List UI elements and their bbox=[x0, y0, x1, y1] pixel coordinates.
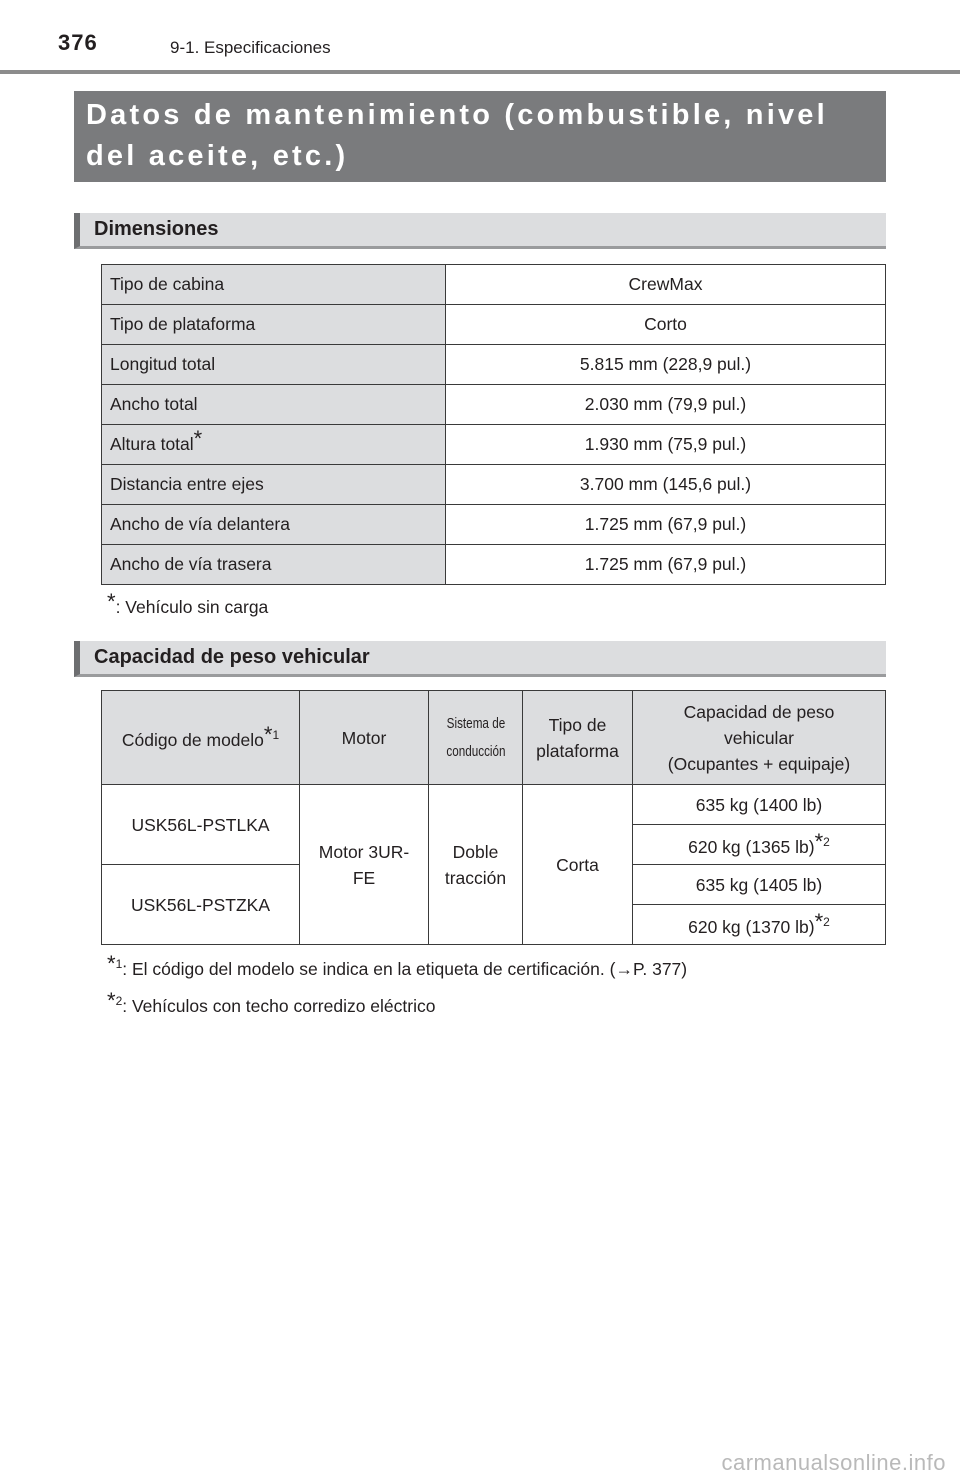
table-cell-value: Corto bbox=[446, 305, 886, 345]
capacity-table bbox=[101, 690, 886, 945]
column-header-model bbox=[102, 691, 300, 785]
capacity-header-line-3: (Ocupantes + equipaje) bbox=[667, 753, 851, 774]
footnote-number: 2 bbox=[115, 994, 123, 1008]
platform-header-line-1: Tipo de bbox=[548, 714, 607, 735]
page-number: 376 bbox=[58, 30, 98, 55]
capacity-cell bbox=[633, 905, 886, 945]
capacity-footnote-2 bbox=[107, 988, 436, 1017]
capacity-header-line-2: vehicular bbox=[723, 727, 795, 748]
page-title bbox=[74, 91, 886, 182]
capacity-cell bbox=[633, 825, 886, 865]
capacity-heading: Capacidad de peso vehicular bbox=[74, 641, 886, 677]
capacity-value: 620 kg (1365 lb) bbox=[688, 837, 815, 857]
table-cell-label: Distancia entre ejes bbox=[102, 465, 446, 505]
height-label: Altura total bbox=[110, 434, 194, 454]
drive-header-line-1: Sistema de bbox=[446, 714, 505, 732]
table-row bbox=[102, 785, 886, 825]
table-row bbox=[102, 425, 886, 465]
table-cell-value: 2.030 mm (79,9 pul.) bbox=[446, 385, 886, 425]
platform-cell: Corta bbox=[523, 785, 633, 945]
capacity-value: 620 kg (1370 lb) bbox=[688, 917, 815, 937]
table-cell-label: Ancho de vía delantera bbox=[102, 505, 446, 545]
table-cell-label: Ancho total bbox=[102, 385, 446, 425]
table-cell-label bbox=[102, 425, 446, 465]
footnote-number: 1 bbox=[115, 957, 123, 971]
footnote-text: : El código del modelo se indica en la etiqueta de certificación. (→P. 377) bbox=[122, 959, 688, 979]
dimensions-table bbox=[101, 264, 886, 585]
table-cell-value: 1.725 mm (67,9 pul.) bbox=[446, 545, 886, 585]
table-cell-value: 5.815 mm (228,9 pul.) bbox=[446, 345, 886, 385]
footnote-number: 2 bbox=[823, 915, 830, 929]
table-cell-value: 1.725 mm (67,9 pul.) bbox=[446, 505, 886, 545]
table-cell-value: 3.700 mm (145,6 pul.) bbox=[446, 465, 886, 505]
footnote-asterisk: * bbox=[814, 829, 824, 854]
footnote-number: 1 bbox=[272, 728, 280, 742]
column-header-label bbox=[446, 710, 505, 766]
column-header-platform bbox=[523, 691, 633, 785]
table-row bbox=[102, 305, 886, 345]
footnote-asterisk: * bbox=[263, 722, 273, 747]
watermark: carmanualsonline.info bbox=[721, 1450, 946, 1475]
table-row bbox=[102, 345, 886, 385]
footnote-text: : Vehículos con techo corredizo eléctrico bbox=[122, 996, 436, 1016]
model-code-cell: USK56L-PSTLKA bbox=[102, 785, 300, 865]
table-header-row bbox=[102, 691, 886, 785]
page-title-line-1: Datos de mantenimiento (combustible, nivel bbox=[86, 99, 828, 131]
drive-line-1: Doble bbox=[452, 841, 499, 862]
capacity-cell: 635 kg (1400 lb) bbox=[633, 785, 886, 825]
footnote-text: : Vehículo sin carga bbox=[115, 597, 269, 617]
capacity-footnote-1 bbox=[107, 951, 688, 980]
drive-cell bbox=[429, 785, 523, 945]
table-row bbox=[102, 505, 886, 545]
table-cell-label: Tipo de cabina bbox=[102, 265, 446, 305]
table-row bbox=[102, 545, 886, 585]
section-breadcrumb: 9-1. Especificaciones bbox=[170, 38, 331, 57]
table-cell-value: CrewMax bbox=[446, 265, 886, 305]
table-cell-label: Longitud total bbox=[102, 345, 446, 385]
column-header-label: Código de modelo bbox=[121, 730, 264, 750]
table-cell-label: Ancho de vía trasera bbox=[102, 545, 446, 585]
table-cell-label: Tipo de plataforma bbox=[102, 305, 446, 345]
table-row bbox=[102, 385, 886, 425]
footnote-asterisk: * bbox=[107, 589, 116, 614]
column-header-drive bbox=[429, 691, 523, 785]
column-header-capacity bbox=[633, 691, 886, 785]
table-row bbox=[102, 465, 886, 505]
table-cell-value: 1.930 mm (75,9 pul.) bbox=[446, 425, 886, 465]
footnote-number: 2 bbox=[823, 835, 830, 849]
engine-line-1: Motor 3UR- bbox=[318, 841, 410, 862]
table-row bbox=[102, 265, 886, 305]
dimensions-footnote bbox=[107, 589, 269, 618]
engine-line-2: FE bbox=[352, 867, 376, 888]
footnote-asterisk: * bbox=[107, 951, 116, 976]
header-divider bbox=[0, 70, 960, 74]
platform-header-line-2: plataforma bbox=[536, 740, 619, 761]
footnote-asterisk: * bbox=[107, 988, 116, 1013]
footnote-asterisk: * bbox=[193, 426, 203, 451]
footnote-asterisk: * bbox=[814, 909, 824, 934]
dimensions-heading: Dimensiones bbox=[74, 213, 886, 249]
engine-cell bbox=[300, 785, 429, 945]
drive-line-2: tracción bbox=[444, 867, 507, 888]
model-code-cell: USK56L-PSTZKA bbox=[102, 865, 300, 945]
drive-header-line-2: conducción bbox=[445, 742, 506, 760]
capacity-header-line-1: Capacidad de peso bbox=[683, 701, 835, 722]
column-header-engine: Motor bbox=[300, 691, 429, 785]
capacity-cell: 635 kg (1405 lb) bbox=[633, 865, 886, 905]
page-title-line-2: del aceite, etc.) bbox=[86, 140, 349, 172]
